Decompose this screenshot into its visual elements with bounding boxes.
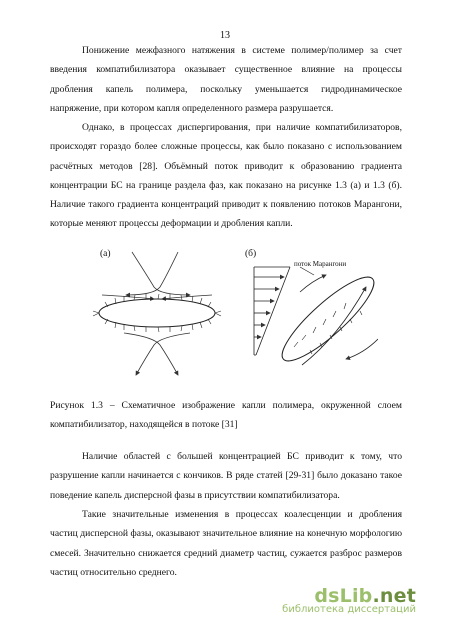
watermark-logo-tld: .net	[372, 585, 416, 607]
paragraph-1: Понижение межфазного натяжения в системе полимер/полимер за счет введения компатибилизатора оказывает существенное влияние на процессы дробления капель полимера, поскольку уменьшается гидродинамическое напряжение, при котором капля определенного размера разрушается.	[50, 45, 402, 114]
flow-lines-a	[102, 252, 212, 375]
droplet-a	[93, 294, 221, 332]
marangoni-flow-label: поток Марангони	[294, 260, 347, 268]
figure-caption: Рисунок 1.3 – Схематичное изображение капли полимера, окруженной слоем компатибилизатор, находящейся в потоке [31]	[50, 400, 402, 431]
watermark	[282, 585, 416, 615]
figure-1-3	[88, 247, 378, 382]
figure-label-b: (б)	[245, 249, 257, 259]
page-number: 13	[220, 30, 230, 41]
paragraph-3: Наличие областей с большей концентрацией БС приводит к тому, что разрушение капли начинается с кончиков. В ряде статей [29-31] было доказано такое поведение капель дисперсной фазы в присутствии компатибилизатора.	[50, 451, 402, 501]
paragraph-2: Однако, в процессах диспергирования, при наличие компатибилизаторов, происходят гораздо более сложные процессы, как было показано с использованием расчётных методов [28]. Объёмный поток приводит к образованию градиента концентрации БС на границе раздела фаз, как показано на рисунке 1.3 (а) и 1.3 (б). Наличие такого градиента концентраций приводит к появлению потоков Марангони, которые меняют процессы деформации и дробления капли.	[50, 122, 402, 230]
droplet-b	[273, 267, 378, 371]
velocity-profile-b	[254, 267, 290, 355]
figure-label-a: (а)	[100, 249, 111, 259]
watermark-logo-main: dsLib	[314, 585, 373, 607]
watermark-subtitle: библиотека диссертаций	[282, 604, 416, 615]
paragraph-4: Такие значительные изменения в процессах коалесценции и дробления частиц дисперсной фазы, оказывают значительное влияние на конечную морфологию смесей. Значительно снижается средний диаметр частиц, сужается разброс размеров частиц относительно среднего.	[50, 509, 402, 578]
